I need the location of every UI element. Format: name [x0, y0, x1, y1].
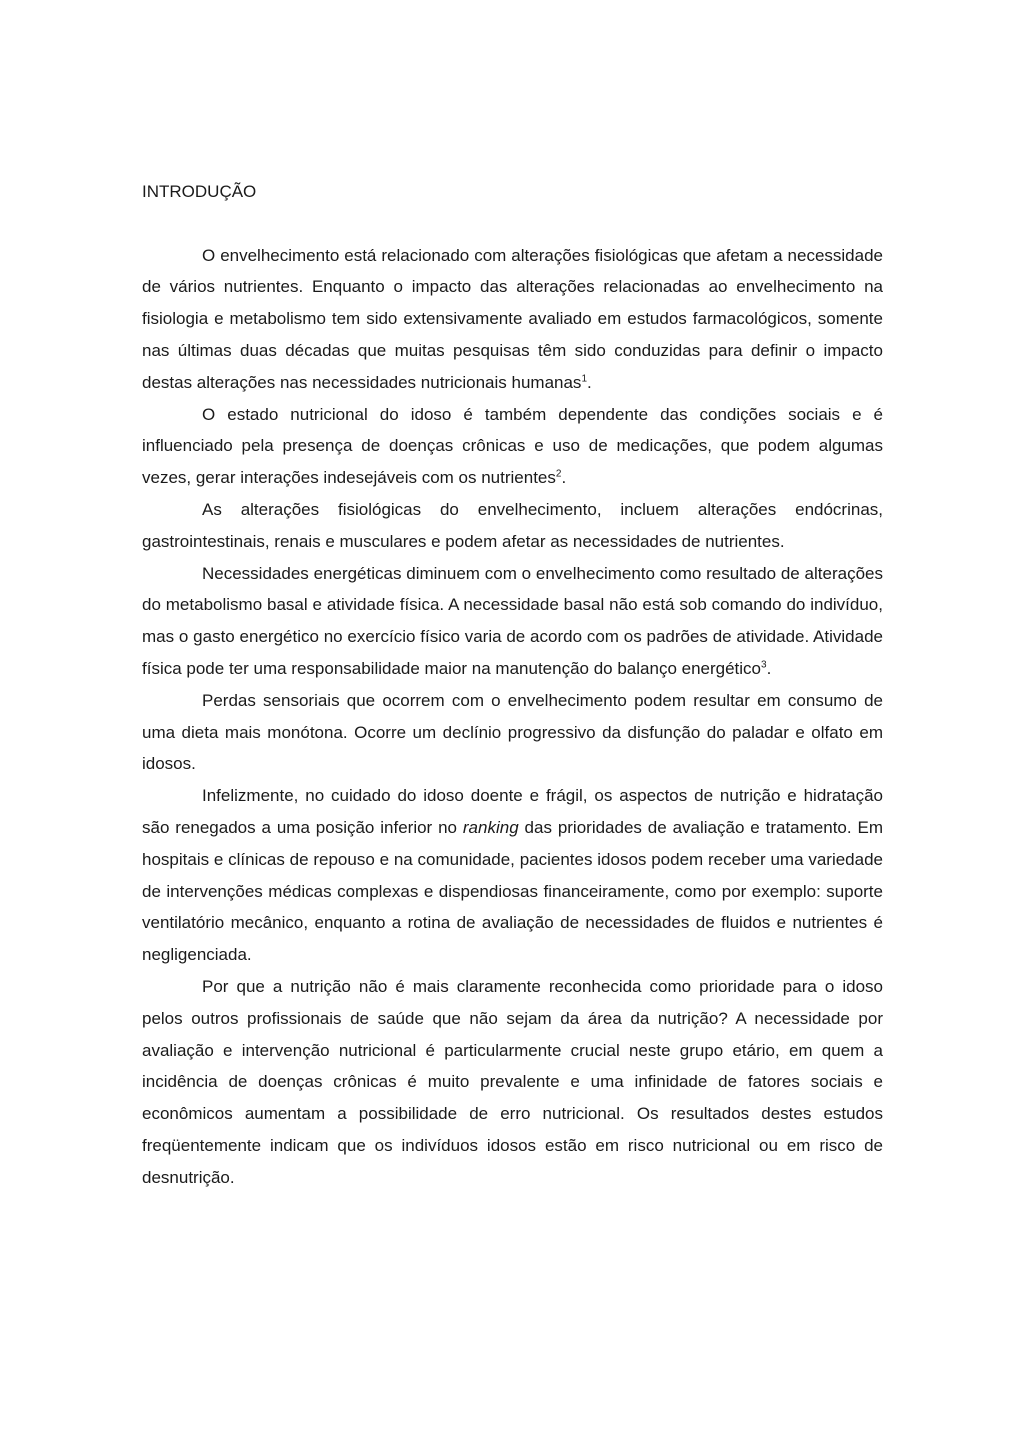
paragraph-2 [142, 399, 883, 494]
italic-term: ranking [462, 817, 519, 837]
document-page [142, 176, 883, 1194]
paragraph-text: O estado nutricional do idoso é também dependente das condições sociais e é influenciado pela presença de doenças crônicas e uso de medicações, que podem algumas vezes, gerar interações indesejáveis com os nutrientes [142, 404, 883, 488]
paragraph-3 [142, 494, 883, 558]
reference-superscript: 2 [555, 468, 562, 480]
paragraph-text: O envelhecimento está relacionado com alterações fisiológicas que afetam a necessidade de vários nutrientes. Enquanto o impacto das alterações relacionadas ao envelhecimento na fisiologia e metabolismo tem sido extensivamente avaliado em estudos farmacológicos, somente nas últimas duas décadas que muitas pesquisas têm sido conduzidas para definir o impacto destas alterações nas necessidades nutricionais humanas [142, 245, 883, 392]
paragraph-1 [142, 240, 883, 399]
paragraph-end: . [766, 658, 772, 678]
paragraph-6 [142, 780, 883, 971]
reference-superscript: 1 [581, 373, 587, 385]
paragraph-end: . [561, 468, 567, 488]
paragraph-5 [142, 685, 883, 780]
paragraph-text: Necessidades energéticas diminuem com o envelhecimento como resultado de alterações do metabolismo basal e atividade física. A necessidade basal não está sob comando do indivíduo, mas o gasto energético no exercício físico varia de acordo com os padrões de atividade. Atividade física pode ter uma responsabilidade maior na manutenção do balanço energético [142, 563, 883, 678]
paragraph-4 [142, 558, 883, 685]
paragraph-text: Perdas sensoriais que ocorrem com o envelhecimento podem resultar em consumo de uma dieta mais monótona. Ocorre um declínio progressivo da disfunção do paladar e olfato em idosos. [142, 690, 883, 774]
paragraph-text-before: Infelizmente, no cuidado do idoso doente e frágil, os aspectos de nutrição e hidratação são renegados a uma posição inferior no [142, 786, 883, 837]
paragraph-7 [142, 971, 883, 1194]
paragraph-end: . [587, 372, 592, 392]
paragraph-text: As alterações fisiológicas do envelhecimento, incluem alterações endócrinas, gastrointestinais, renais e musculares e podem afetar as necessidades de nutrientes. [142, 499, 883, 551]
reference-superscript: 3 [761, 659, 767, 671]
section-heading: INTRODUÇÃO [142, 182, 257, 201]
paragraph-text: Por que a nutrição não é mais claramente reconhecida como prioridade para o idoso pelos outros profissionais de saúde que não sejam da área da nutrição? A necessidade por avaliação e intervenção nutricional é particularmente crucial neste grupo etário, em quem a incidência de doenças crônicas é muito prevalente e uma infinidade de fatores sociais e econômicos aumentam a possibilidade de erro nutricional. Os resultados destes estudos freqüentemente indicam que os indivíduos idosos estão em risco nutricional ou em risco de desnutrição. [142, 976, 883, 1187]
paragraph-text-after: das prioridades de avaliação e tratamento. Em hospitais e clínicas de repouso e na comunidade, pacientes idosos podem receber uma variedade de intervenções médicas complexas e dispendiosas financeiramente, como por exemplo: suporte ventilatório mecânico, enquanto a rotina de avaliação de necessidades de fluidos e nutrientes é negligenciada. [142, 817, 883, 965]
